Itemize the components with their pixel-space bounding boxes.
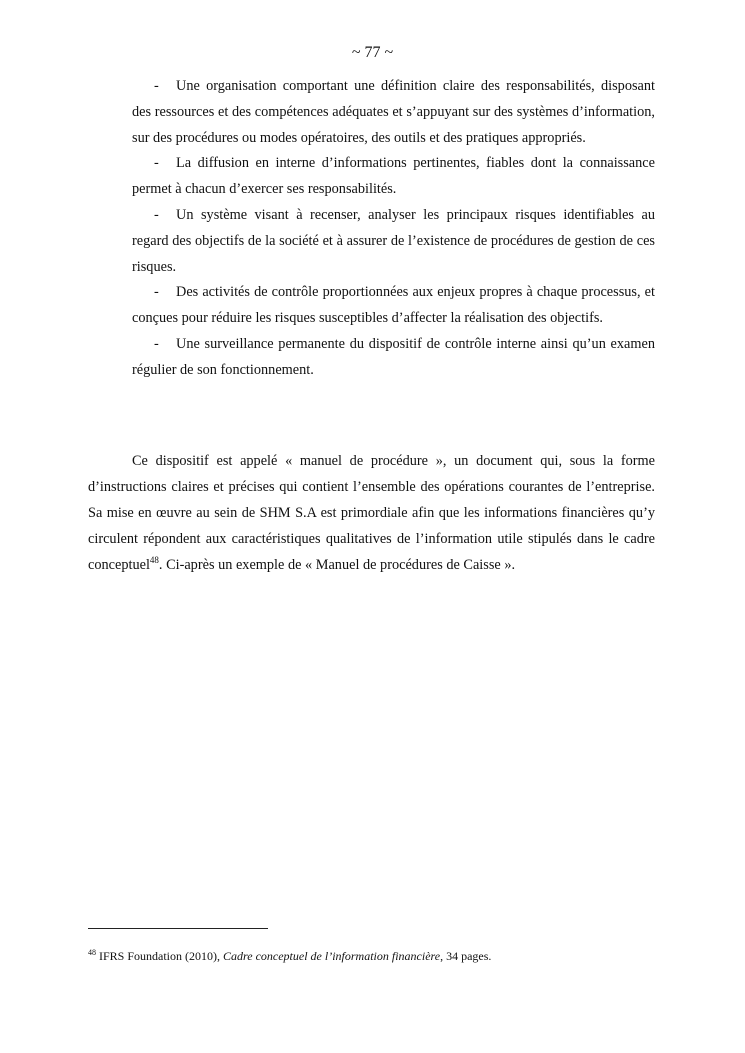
footnote-title: Cadre conceptuel de l’information financière	[223, 949, 441, 963]
bullet-dash: -	[154, 335, 159, 352]
footnote-author: IFRS Foundation (2010),	[96, 949, 224, 963]
bullet-text: Des activités de contrôle proportionnées aux enjeux propres à chaque processus, et conçues pour réduire les risques susceptibles d’affecter la réalisation des objectifs.	[132, 284, 655, 327]
page-number: ~ 77 ~	[351, 44, 394, 61]
bullet-list	[132, 74, 655, 384]
bullet-dash: -	[154, 155, 159, 172]
bullet-text: Une organisation comportant une définition claire des responsabilités, disposant des ressources et des compétences adéquates et s’appuyant sur des systèmes d’information, sur des procédures ou modes opératoires, des outils et des pratiques appropriés.	[132, 78, 655, 146]
body-paragraph	[88, 449, 655, 579]
bullet-item	[132, 332, 655, 384]
bullet-item	[132, 151, 655, 203]
footnote-reference[interactable]: 48	[149, 554, 159, 565]
bullet-item	[132, 280, 655, 332]
paragraph-text: Ce dispositif est appelé « manuel de procédure », un document qui, sous la forme d’instructions claires et précises qui contient l’ensemble des opérations courantes de l’entreprise. Sa mise en œuvre au sein de SHM S.A est primordiale afin que les informations financières qu’y circulent répondent aux caractéristiques qualitatives de l’information utile stipulés dans le cadre conceptuel	[88, 453, 655, 573]
bullet-text: Une surveillance permanente du dispositif de contrôle interne ainsi qu’un examen régulier de son fonctionnement.	[132, 335, 655, 378]
bullet-dash: -	[154, 206, 159, 223]
footnote-tail: , 34 pages.	[440, 949, 492, 963]
bullet-item	[132, 74, 655, 151]
footnote	[88, 948, 655, 964]
bullet-text: La diffusion en interne d’informations pertinentes, fiables dont la connaissance permet à chacun d’exercer ses responsabilités.	[132, 155, 655, 198]
footnote-number: 48	[88, 948, 96, 957]
bullet-item	[132, 203, 655, 280]
paragraph-text-end: . Ci-après un exemple de « Manuel de procédures de Caisse ».	[158, 556, 516, 573]
bullet-dash: -	[154, 284, 159, 301]
footnote-separator	[88, 928, 268, 929]
bullet-text: Un système visant à recenser, analyser les principaux risques identifiables au regard des objectifs de la société et à assurer de l’existence de procédures de gestion de ces risques.	[132, 206, 655, 275]
bullet-dash: -	[154, 78, 159, 94]
